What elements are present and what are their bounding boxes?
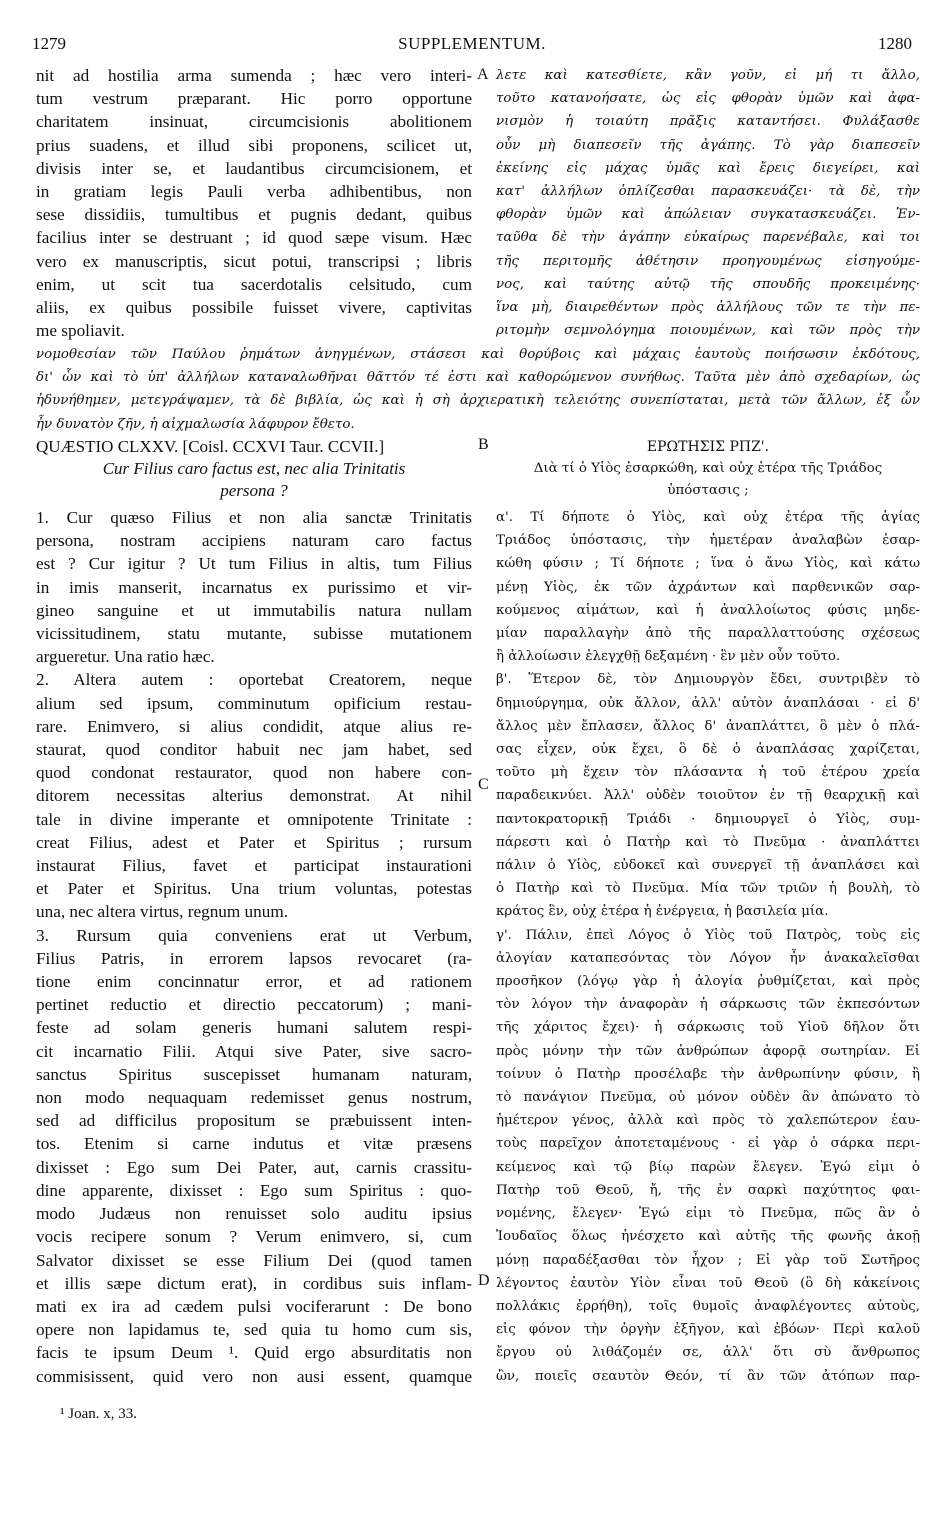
question-greek-heading [496,436,920,502]
text-line: γ'. Πάλιν, ἐπεὶ Λόγος ὁ Υἱὸς τοῦ Πατρὸς, τοὺς εἰς [496,927,920,943]
text-line: tos. Etenim si carne indutus et vitæ præsens [36,1134,472,1154]
text-line: Πατὴρ τοῦ Θεοῦ, ἤ, τῆς ἐν σαρκὶ παχύτητος φαι- [496,1182,920,1198]
text-line: tum vestrum præparant. Hic porro opportune [36,89,472,109]
text-line: nit ad hostilia arma sumenda ; hæc vero interi- [36,66,472,85]
text-line: argueretur. Una ratio hæc. [36,647,215,667]
text-line: sese dissidiis, tumultibus et pugnis dedant, quibus [36,205,472,225]
text-line: 2. Altera autem : oportebat Creatorem, neque [36,670,472,690]
text-line: sed ad difficilus propositum se præbuissent inten- [36,1111,472,1131]
text-line: μένῃ Υἱὸς, ἐκ τῶν ἀχράντων καὶ παρθενικῶν σαρ- [496,579,920,595]
question-greek-title-1: Διὰ τί ὁ Υἱὸς ἐσαρκώθη, καὶ οὐχ ἑτέρα τῆς Τριάδος [533,461,883,476]
margin-marker-d: D [478,1272,490,1289]
text-line: ἐκείνης εἰς μάχας ὑμᾶς καὶ ἔρεις διεγείρει, καὶ [496,160,920,176]
greek-body [496,506,920,1388]
running-header [32,34,912,58]
text-line: in gratiam legis Pauli verba adhibentibus, non [36,182,472,202]
text-line: 1. Cur quæso Filius et non alia sanctæ Trinitatis [36,508,472,527]
margin-marker-a: A [477,66,489,83]
text-line: Τριάδος ὑπόστασις, τὴν ἡμετέραν ἀναλαβὼν ἐσαρ- [496,533,920,549]
text-line: τοῦτο μὴ ἔχειν τὸν πλάσαντα ἡ τοῦ ἑτέρου χρεία [496,765,920,781]
text-line: νισμὸν ἡ τοιαύτη πρᾶξις καταντήσει. Φυλάξασθε [496,114,920,130]
text-line: vicissitudinem, statu mutante, subisse mutationem [36,624,472,644]
page-number-left: 1279 [32,34,66,53]
text-line: τοῦτο κατανοήσατε, ὡς εἰς φθορὰν ὑμῶν καὶ ἀφα- [496,91,920,107]
text-line: α'. Τί δήποτε ὁ Υἱὸς, καὶ οὐχ ἑτέρα τῆς ἁγίας [496,510,920,525]
text-line: παντοκρατορικῇ Τριάδι · δημιουργεῖ ὁ Υἱὸς, συμ- [496,811,920,827]
running-title: SUPPLEMENTUM. [398,34,546,53]
text-line: vero ex manuscriptis, sicut potui, transcripsi ; libris [36,251,472,271]
question-greek-number: ΕΡΩΤΗΣΙΣ ΡΠΖ'. [646,439,770,455]
text-line: commisissent, quid vero non ausi essent, quamque [36,1366,472,1386]
text-line: Salvator dixisset se esse Filium Dei (quod tamen [36,1250,472,1270]
text-line: me spoliavit. [36,321,125,341]
text-line: una, nec altera virtus, regnum unum. [36,902,289,922]
text-line: Filius Patris, in errorem lapsos revocaret (ra- [36,948,472,968]
text-line: δημιούργημα, οὐκ ἄλλον, ἀλλ' αὐτὸν ἀναπλάσαι · εἰ δ' [496,695,920,711]
text-line: sanctus Spiritus suscepisset humanam naturam, [36,1064,472,1084]
latin-body [36,506,472,1388]
text-line: rare. Enimvero, si alius condidit, atque alius re- [36,716,472,736]
full-width-greek [36,343,920,436]
text-line: dixisset : Ego sum Dei Pater, aut, carnis crassitu- [36,1157,472,1177]
text-line: charitatem insinuat, circumcisionis abolitionem [36,112,472,132]
text-line: et Pater et Spiritus. Una trium voluntas, potestas [36,879,472,899]
text-line: tione enim concinnatur error, et ad rationem [36,972,472,992]
text-line: enim, ut scit tua sacerdotalis celsitudo, cum [36,274,472,294]
text-line: παραδεικνύει. Ἀλλ' οὐδὲν τοιοῦτον ἐν τῇ θεαρχικῇ καὶ [496,788,920,804]
text-line: pertinet reductio et directio peccatorum) ; mani- [36,995,472,1015]
text-line: prius suadens, et illud sibi proponens, scilicet ut, [36,135,472,155]
text-line: ὢν, ποιεῖς σεαυτὸν Θεόν, τί ἂν τῶν ἀτόπων παρ- [496,1368,920,1384]
question-latin-title-1: Cur Filius caro factus est, nec alia Trinitatis [102,459,406,478]
text-line: quod condonat restaurator, quod non habere con- [36,763,472,783]
question-latin-heading [36,436,472,502]
text-line: ἠδυνήθημεν, μετεγράψαμεν, τὰ δὲ βιβλία, ὡς καὶ ἡ σὴ ἀρχιερατικὴ τελειότης συνεπίσταται, μετὰ τῶν ἄλλων, ἐξ ὧν [36,393,920,409]
text-line: εἰς φόνον τὴν ὀργὴν ἐξῆγον, καὶ ἐβόων· Περὶ καλοῦ [496,1322,920,1338]
text-line: τὸ πανάγιον Πνεῦμα, οὐ μόνον οὐδὲν ἂν ἀπώνατο τὸ [496,1090,920,1106]
top-latin-column [36,64,472,342]
text-line: λετε καὶ κατεσθίετε, κἂν γοῦν, εἰ μή τι ἄλλο, [496,68,920,83]
text-line: μόνῃ παραδέξασθαι τὸν ἦχον ; Εἰ γὰρ τοῦ Σωτῆρος [496,1252,920,1268]
text-line: modo Judæus non renuisset solo auditu ipsius [36,1204,472,1224]
text-line: νομένης, ἔλεγεν· Ἐγώ εἰμι τὸ Πνεῦμα, πῶς ἂν ὁ [496,1206,920,1222]
margin-marker-c: C [478,776,489,793]
text-line: κώθη φύσιν ; Τί δήποτε ; ἵνα ὁ ἄνω Υἱὸς, καὶ κάτω [496,556,920,572]
text-line: cit incarnatio Filii. Atqui sive Pater, sive sacro- [36,1041,472,1061]
text-line: et illis sæpe dictum erat), in cordibus suis inflam- [36,1273,472,1293]
text-line: non modo nequaquam redemisset genus nostrum, [36,1088,472,1108]
text-line: staurat, quod conditor habuit nec jam habet, sed [36,740,472,760]
text-line: in imis manserit, incarnatus ex purissimo et vir- [36,577,472,597]
text-line: τῆς περιτομῆς ἀθέτησιν προηγουμένως εἰσηγούμε- [496,253,920,269]
text-line: ἢ ἀλλοίωσιν ἐλεγχθῇ δεξαμένη · ἓν μὲν οὖν τοῦτο. [496,649,841,665]
text-line: ριτομὴν σεμνολόγημα ποιουμένων, καὶ τῶν πρὸς τὴν [496,323,920,339]
question-latin-number: QUÆSTIO CLXXV. [Coisl. CCXVI Taur. CCVII.] [36,437,385,456]
text-line: φθορὰν ὑμῶν καὶ ἀπώλειαν συγκατασκευάζει. Ἐν- [496,207,920,223]
text-line: τοίνυν ὁ Πατὴρ προσέλαβε τὴν ἀνθρωπίνην φύσιν, ἢ [496,1066,920,1082]
text-line: facis te ipsum Deum ¹. Quid ergo absurditatis non [36,1343,472,1363]
text-line: gineo sanguine et ut immutabilis natura nullam [36,600,472,620]
text-line: τὸν λόγον τὴν ἀναφορὰν ἡ σάρκωσις τῶν ἐκπεσόντων [496,997,920,1013]
text-line: πάρεστι καὶ ὁ Πατὴρ καὶ τὸ Πνεῦμα · ἀναπλάττει [496,834,920,850]
text-line: κούμενος αἱμάτων, καὶ ἡ ἀναλλοίωτος φύσις μηδε- [496,602,920,618]
text-line: ἀλογίαν καταπεσόντας τὸν Λόγον ἦν ἀνακαλεῖσθαι [496,950,920,966]
text-line: ἵνα μὴ, διαιρεθέντων πρὸς ἀλλήλους τῶν τε τὴν πε- [496,300,920,316]
text-line: persona, nostram accipiens naturam caro factus [36,531,472,551]
text-line: κράτος ἓν, οὐχ ἑτέρα ἡ ἐνέργεια, ἡ βασιλεία μία. [496,904,829,920]
top-greek-column [496,64,920,342]
text-line: ἦν δυνατὸν ζῆν, ἡ αἰχμαλωσία λάφυρον ἔθετο. [36,416,355,432]
text-line: κατ' ἀλλήλων ὁπλίζεσθαι παρασκευάζει· τὰ δὲ, τὴν [496,184,920,200]
page-number-right: 1280 [878,34,912,53]
footnote: ¹ Joan. x, 33. [60,1406,137,1422]
text-line: μίαν παραλλαγὴν ἀπὸ τῆς παραλλαττούσης σχέσεως [496,626,920,642]
text-line: vocis recipere sonum ? Verum enimvero, si, cum [36,1227,472,1247]
text-line: instaurat Filius, favet et participat instaurationi [36,856,472,876]
text-line: ὁ Πατὴρ καὶ τὸ Πνεῦμα. Μία τῶν τριῶν ἡ βουλὴ, τὸ [496,881,920,897]
text-line: νος, καὶ ταύτης αὐτῷ τῆς σπουδῆς προκειμένης· [496,276,920,292]
text-line: opere non lapidamus te, sed quia tu homo cum sis, [36,1320,472,1340]
text-line: προσῆκον (λόγῳ γὰρ ἡ ἀλογία ῥυθμίζεται, καὶ πρὸς [496,974,920,990]
text-line: β'. Ἕτερον δὲ, τὸν Δημιουργὸν ἔδει, συντριβὲν τὸ [496,672,920,688]
text-line: tale in divine imperante et omnipotente Trinitate : [36,809,472,829]
text-line: κείμενος καὶ τῷ βίῳ παρὼν ἔλεγεν. Ἐγώ εἰμι ὁ [496,1159,920,1175]
text-line: divisis inter se, et laudantibus circumcisionem, et [36,158,472,178]
text-line: ἔργου οὐ λιθάζομέν σε, ἀλλ' ὅτι σὺ ἄνθρωπος [496,1345,920,1361]
text-line: ἡμέτερον γένος, ἀλλὰ καὶ πρὸς τὸ χαλεπώτερον ἑαυ- [496,1113,920,1129]
text-line: mati ex ira ad cædem pulsi vociferarunt : De bono [36,1296,472,1316]
text-line: aliis, ex quibus possibile fuisset vivere, captivitas [36,298,472,318]
text-line: τῆς χάριτος ἔχει)· ἡ σάρκωσις τοῦ Υἱοῦ δῆλον ὅτι [496,1020,920,1036]
question-greek-title-2: ὑπόστασις ; [667,483,749,498]
text-line: πολλάκις ἐρρήθη), τοῖς θυμοῖς ἀναφλέγοντες αὐτοὺς, [496,1298,920,1314]
text-line: est ? Cur igitur ? Ut tum Filius in altis, tum Filius [36,554,472,574]
text-line: creat Filius, adest et Pater et Spiritus ; rursum [36,832,472,852]
text-line: πρὸς μόνην τὴν τῶν ἀνθρώπων ἀφορᾷ σωτηρίαν. Εἰ [496,1043,920,1059]
text-line: τοὺς παρεῖχον ἀποτεταμένους · εἰ γὰρ ὁ σάρκα περι- [496,1136,920,1152]
text-line: δι' ὧν καὶ τὸ ὑπ' ἀλλήλων καταναλωθῆναι θᾶττόν τέ ἐστι καὶ καθορώμενον συνήθως. Ταῦτα μὲν ἀπὸ σχεδαρίων, ὡς [36,370,920,386]
text-line: Ἰουδαῖος ὅλως ἠνέσχετο καὶ αὐτῆς τῆς φωνῆς ἀκοῇ [496,1229,920,1245]
text-line: ταῦθα δὲ τὴν ἀγάπην εὐκαίρως παρενέβαλε, καὶ τοι [496,230,920,246]
text-line: alium sed ipsum, comminutum opificium restau- [36,693,472,713]
question-latin-title-2: persona ? [220,481,288,500]
margin-marker-b: B [478,436,489,453]
text-line: dine apparente, dixisset : Ego sum Spiritus : quo- [36,1180,472,1200]
text-line: 3. Rursum quia conveniens erat ut Verbum, [36,925,472,945]
text-line: ditorem necessitas alterius demonstrat. At nihil [36,786,472,806]
text-line: ἄλλος μὲν ἔπλασεν, ἄλλος δ' ἀναπλάττει, ὃ μὲν ὁ πλά- [496,718,920,734]
text-line: σας εἶχεν, οὐκ ἔχει, ὃ δὲ ὁ ἀναπλάσας χαρίζεται, [496,742,920,758]
text-line: feste ad solam generis humani salutem respi- [36,1018,472,1038]
text-line: πάλιν ὁ Υἱὸς, εὐδοκεῖ καὶ συνεργεῖ τῇ ἀναπλάσει καὶ [496,858,920,874]
text-line: λέγοντος ἑαυτὸν Υἱὸν εἶναι τοῦ Θεοῦ (ὃ δὴ κἀκείνοις [496,1275,920,1291]
text-line: νομοθεσίαν τῶν Παύλου ῥημάτων ἀνηγμένων, στάσεσι καὶ θορύβοις καὶ μάχαις ἑαυτοὺς ποιήσωσιν ἐκδότους, [36,347,920,362]
text-line: facilius inter se destruant ; id quod sæpe visum. Hæc [36,228,472,248]
text-line: οὖν μὴ διαπεσεῖν τῆς ἀγάπης. Τὸ γὰρ διαπεσεῖν [496,137,920,153]
